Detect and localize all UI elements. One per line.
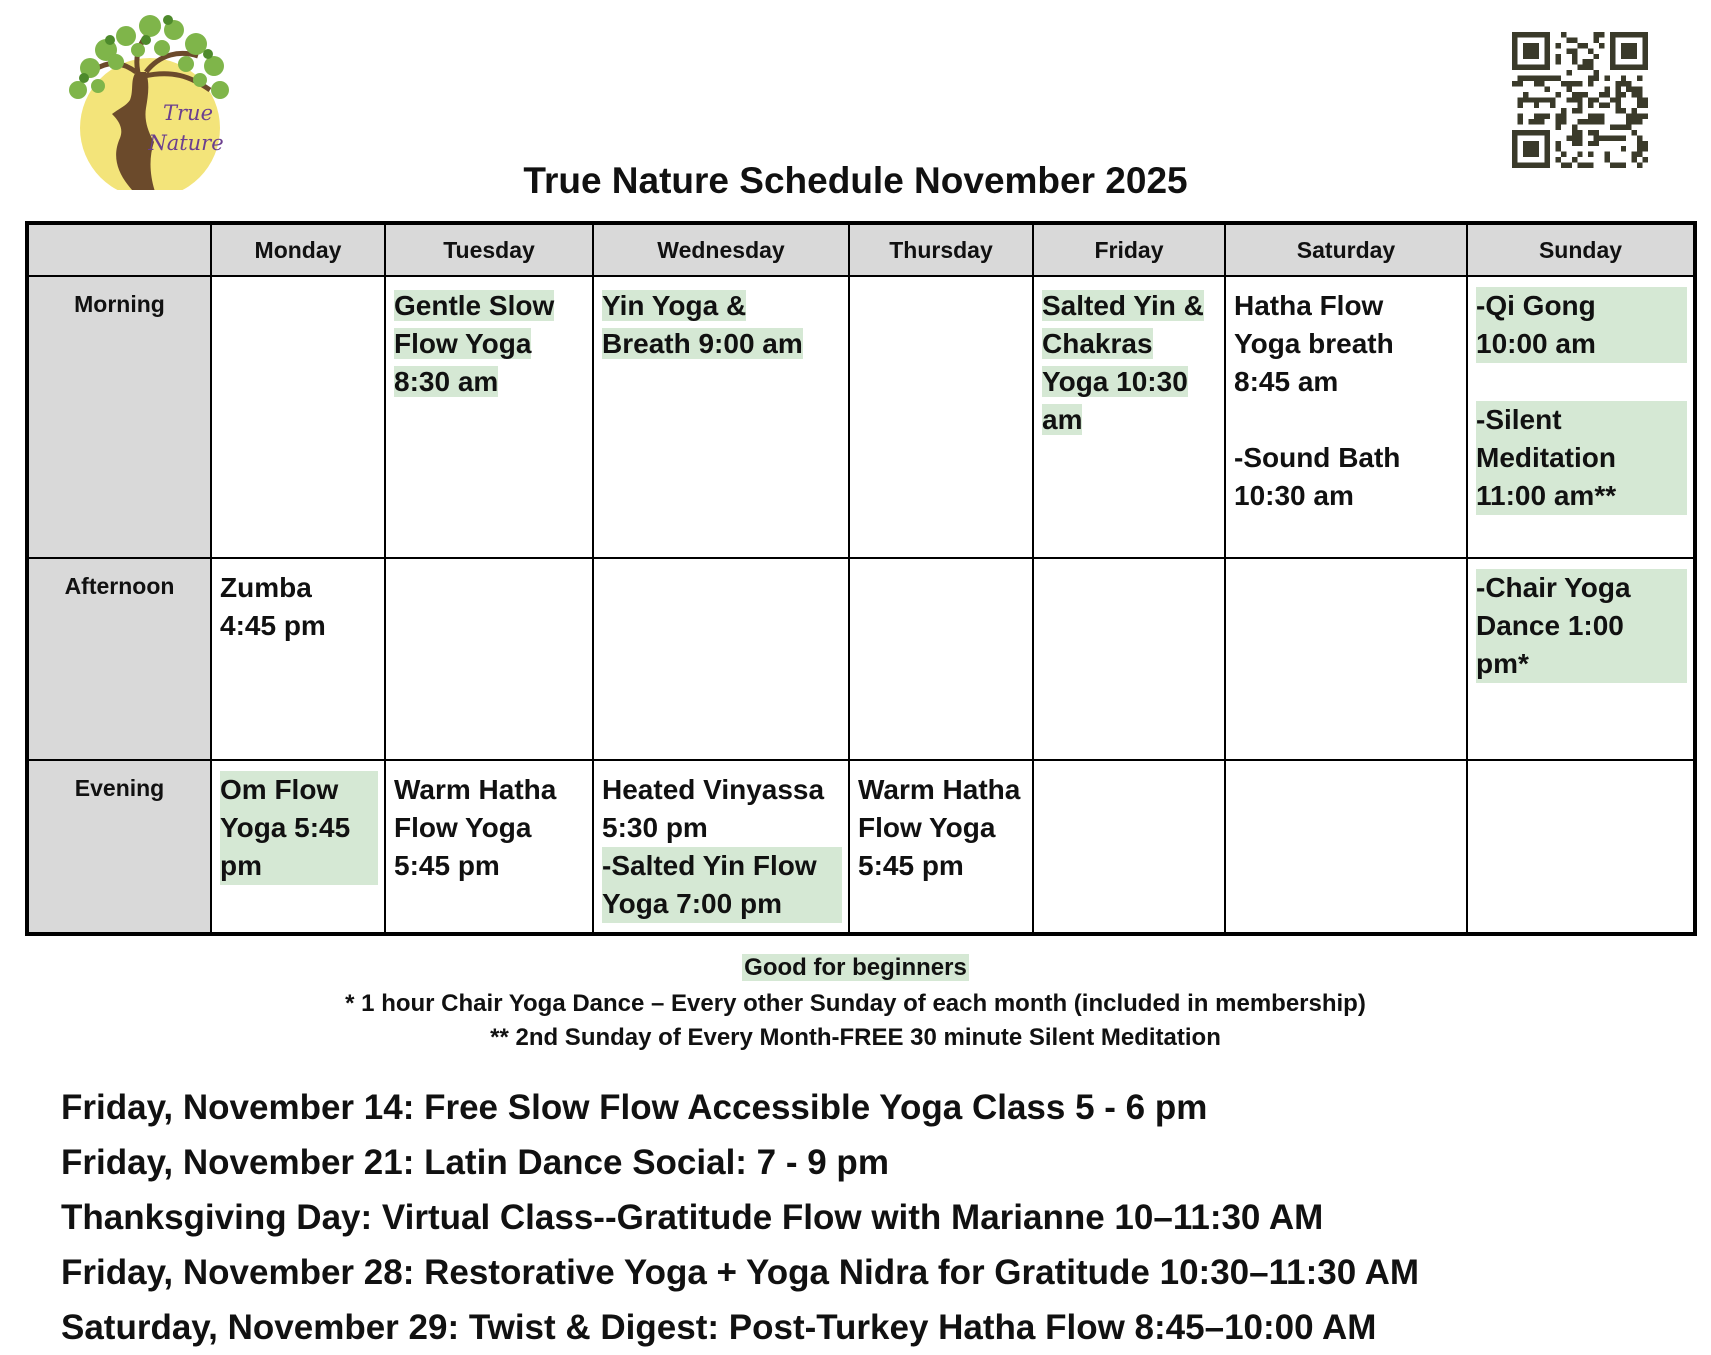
class-entry-line: 10:30 am xyxy=(1234,480,1354,511)
day-header: Friday xyxy=(1033,223,1225,276)
header-row xyxy=(27,223,1695,276)
class-entry-line: Breath 9:00 am xyxy=(602,328,803,359)
class-entry-line: 5:45 pm xyxy=(858,850,964,881)
class-entry-line: Yoga 5:45 xyxy=(220,812,351,843)
day-header: Sunday xyxy=(1467,223,1695,276)
event-item: Friday, November 14: Free Slow Flow Accessible Yoga Class 5 - 6 pm xyxy=(61,1088,1208,1127)
schedule-cell xyxy=(1225,558,1467,760)
class-entry xyxy=(1234,287,1460,401)
class-entry-line: 5:45 pm xyxy=(394,850,500,881)
corner-cell xyxy=(27,223,211,276)
class-entry-line: 8:30 am xyxy=(394,366,499,397)
event-item: Saturday, November 29: Twist & Digest: Post-Turkey Hatha Flow 8:45–10:00 AM xyxy=(61,1308,1377,1347)
schedule-cell xyxy=(1033,276,1225,558)
entry-spacer xyxy=(1476,363,1687,401)
class-entry-line: 11:00 am** xyxy=(1476,480,1617,511)
class-entry-line: 10:00 am xyxy=(1476,328,1596,359)
time-of-day-label: Afternoon xyxy=(27,558,211,760)
class-entry xyxy=(602,771,842,847)
schedule-cell xyxy=(1467,760,1695,934)
schedule-cell xyxy=(849,276,1033,558)
schedule-cell xyxy=(211,558,385,760)
event-item: Thanksgiving Day: Virtual Class--Gratitude Flow with Marianne 10–11:30 AM xyxy=(61,1198,1324,1237)
class-entry-line: Flow Yoga xyxy=(394,812,532,843)
qr-code-graphic xyxy=(1512,32,1648,168)
class-entry-line: Meditation xyxy=(1476,442,1616,473)
class-entry-line: Salted Yin & xyxy=(1042,290,1204,321)
class-entry-beginner xyxy=(1476,401,1687,515)
beginner-legend-label: Good for beginners xyxy=(744,954,967,981)
class-entry-line: pm xyxy=(220,850,262,881)
day-header: Monday xyxy=(211,223,385,276)
class-entry-line: 8:45 am xyxy=(1234,366,1339,397)
schedule-cell xyxy=(1033,558,1225,760)
logo-text-true: True xyxy=(163,101,213,125)
class-entry-beginner xyxy=(1476,287,1687,363)
class-entry-line: Yoga 7:00 pm xyxy=(602,888,782,919)
class-entry xyxy=(394,771,586,885)
class-entry-beginner xyxy=(1042,287,1218,439)
logo-text-nature: Nature xyxy=(148,131,224,155)
schedule-cell xyxy=(1225,760,1467,934)
class-entry-line: am xyxy=(1042,404,1083,435)
class-entry xyxy=(858,771,1026,885)
day-header: Saturday xyxy=(1225,223,1467,276)
schedule-table xyxy=(25,221,1697,936)
time-of-day-label: Evening xyxy=(27,760,211,934)
class-entry-line: Yoga 10:30 xyxy=(1042,366,1188,397)
class-entry-beginner xyxy=(1476,569,1687,683)
day-header: Wednesday xyxy=(593,223,849,276)
class-entry-line: Dance 1:00 xyxy=(1476,610,1624,641)
class-entry-line: pm* xyxy=(1476,648,1529,679)
class-entry-beginner xyxy=(220,771,378,885)
day-header: Tuesday xyxy=(385,223,593,276)
class-entry-line: -Silent xyxy=(1476,404,1562,435)
schedule-cell xyxy=(849,558,1033,760)
class-entry-line: -Salted Yin Flow xyxy=(602,850,817,881)
time-of-day-label: Morning xyxy=(27,276,211,558)
class-entry-line: -Sound Bath xyxy=(1234,442,1401,473)
schedule-cell xyxy=(593,276,849,558)
class-entry-line: Warm Hatha xyxy=(858,774,1021,805)
schedule-cell xyxy=(1467,276,1695,558)
class-entry-beginner xyxy=(602,287,842,363)
schedule-cell xyxy=(1033,760,1225,934)
schedule-cell xyxy=(211,276,385,558)
class-entry-line: Heated Vinyassa xyxy=(602,774,825,805)
schedule-cell xyxy=(593,558,849,760)
class-entry-line: Flow Yoga xyxy=(858,812,996,843)
class-entry-line: Hatha Flow xyxy=(1234,290,1384,321)
class-entry-line: Yoga breath xyxy=(1234,328,1394,359)
entry-spacer xyxy=(1234,401,1460,439)
schedule-cell xyxy=(385,558,593,760)
footnote-silent-meditation: ** 2nd Sunday of Every Month-FREE 30 minute Silent Meditation xyxy=(490,1024,1221,1051)
schedule-row-evening xyxy=(27,760,1695,934)
beginner-legend xyxy=(0,953,1711,983)
class-entry xyxy=(220,569,378,645)
schedule-cell xyxy=(1467,558,1695,760)
schedule-cell xyxy=(1225,276,1467,558)
class-entry-line: Om Flow xyxy=(220,774,339,805)
class-entry-line: Flow Yoga xyxy=(394,328,532,359)
page-title: True Nature Schedule November 2025 xyxy=(523,160,1188,201)
class-entry-line: 4:45 pm xyxy=(220,610,326,641)
class-entry-line: -Qi Gong xyxy=(1476,290,1596,321)
schedule-row-morning xyxy=(27,276,1695,558)
class-entry-beginner xyxy=(602,847,842,923)
day-header: Thursday xyxy=(849,223,1033,276)
class-entry-line: 5:30 pm xyxy=(602,812,708,843)
special-events-list xyxy=(61,1080,1419,1355)
event-item: Friday, November 21: Latin Dance Social: 7 - 9 pm xyxy=(61,1143,889,1182)
qr-code-icon[interactable] xyxy=(1512,32,1648,168)
class-entry-line: Chakras xyxy=(1042,328,1153,359)
class-entry-line: Yin Yoga & xyxy=(602,290,747,321)
schedule-cell xyxy=(593,760,849,934)
schedule-cell xyxy=(385,760,593,934)
footnotes xyxy=(0,987,1711,1055)
schedule-cell xyxy=(849,760,1033,934)
class-entry-line: Zumba xyxy=(220,572,312,603)
class-entry xyxy=(1234,439,1460,515)
event-item: Friday, November 28: Restorative Yoga + Yoga Nidra for Gratitude 10:30–11:30 AM xyxy=(61,1253,1420,1292)
class-entry-line: Warm Hatha xyxy=(394,774,557,805)
class-entry-beginner xyxy=(394,287,586,401)
schedule-row-afternoon xyxy=(27,558,1695,760)
class-entry-line: Gentle Slow xyxy=(394,290,555,321)
footnote-chair-yoga: * 1 hour Chair Yoga Dance – Every other Sunday of each month (included in membership) xyxy=(345,990,1366,1017)
schedule-cell xyxy=(211,760,385,934)
class-entry-line: -Chair Yoga xyxy=(1476,572,1631,603)
schedule-cell xyxy=(385,276,593,558)
